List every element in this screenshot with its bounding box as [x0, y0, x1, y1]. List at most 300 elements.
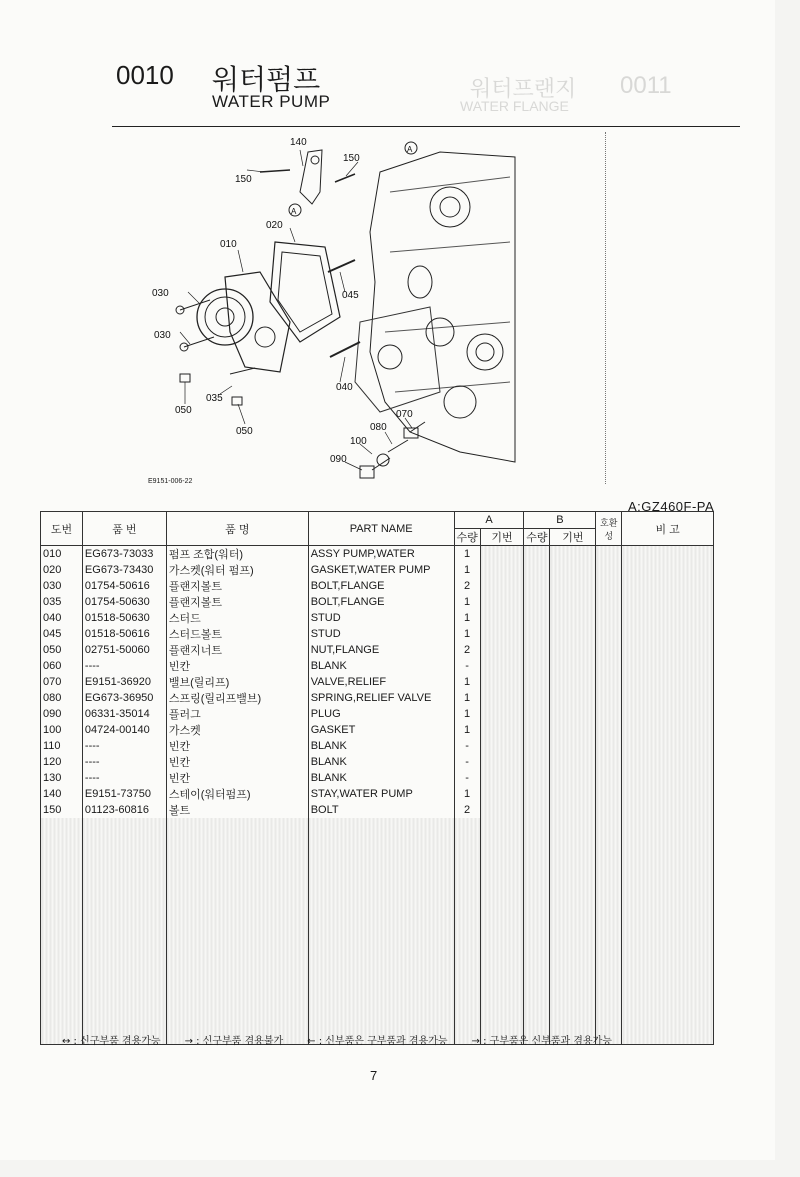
cell-name: STAY,WATER PUMP — [308, 786, 454, 802]
cell-remarks — [622, 770, 714, 786]
callout-020: 020 — [266, 220, 283, 231]
cell-ref — [41, 999, 83, 1014]
cell-remarks — [622, 594, 714, 610]
table-row — [41, 546, 714, 563]
header-compat: 호환성 — [596, 512, 622, 546]
cell-qty: 1 — [454, 546, 480, 563]
cell-remarks — [622, 626, 714, 642]
cell-ref — [41, 818, 83, 833]
table-row — [41, 954, 714, 969]
parts-table — [40, 511, 714, 1045]
cell-ref: 070 — [41, 674, 83, 690]
cell-name: VALVE,RELIEF — [308, 674, 454, 690]
cell-qtyB — [524, 878, 550, 893]
cell-baseA — [480, 924, 524, 939]
cell-kr: 플랜지볼트 — [166, 594, 308, 610]
cell-part: 02751-50060 — [82, 642, 166, 658]
cell-remarks — [622, 848, 714, 863]
cell-compat — [596, 1014, 622, 1029]
parts-table-body — [41, 546, 714, 1045]
cell-part: E9151-73750 — [82, 786, 166, 802]
cell-qty — [454, 969, 480, 984]
cell-remarks — [622, 738, 714, 754]
cell-name: BLANK — [308, 754, 454, 770]
cell-kr — [166, 969, 308, 984]
callout-010: 010 — [220, 239, 237, 250]
cell-ref: 110 — [41, 738, 83, 754]
cell-remarks — [622, 642, 714, 658]
table-row — [41, 674, 714, 690]
cell-part — [82, 909, 166, 924]
cell-name — [308, 833, 454, 848]
cell-ref — [41, 924, 83, 939]
cell-baseA — [480, 893, 524, 908]
cell-remarks — [622, 578, 714, 594]
cell-compat — [596, 754, 622, 770]
header-qty-b: 수량 — [524, 529, 550, 546]
cell-baseB — [550, 954, 596, 969]
cell-name — [308, 924, 454, 939]
table-row — [41, 863, 714, 878]
cell-baseB — [550, 802, 596, 818]
cell-baseB — [550, 924, 596, 939]
figure-id: E9151-006-22 — [148, 478, 193, 485]
reference-mark-a-left: A — [291, 207, 297, 216]
cell-part: E9151-36920 — [82, 674, 166, 690]
cell-compat — [596, 878, 622, 893]
cell-name — [308, 1014, 454, 1029]
cell-baseB — [550, 754, 596, 770]
cell-kr — [166, 893, 308, 908]
cell-remarks — [622, 706, 714, 722]
cell-kr: 밸브(릴리프) — [166, 674, 308, 690]
cell-qty: 1 — [454, 786, 480, 802]
cell-qtyB — [524, 770, 550, 786]
bleed-through-title: 워터프랜지 — [470, 76, 577, 101]
cell-ref: 050 — [41, 642, 83, 658]
cell-name: SPRING,RELIEF VALVE — [308, 690, 454, 706]
cell-kr: 스터드 — [166, 610, 308, 626]
cell-part: 01123-60816 — [82, 802, 166, 818]
page-number: 7 — [370, 1068, 378, 1083]
table-row — [41, 909, 714, 924]
header-part-no: 품 번 — [82, 512, 166, 546]
cell-name — [308, 969, 454, 984]
cell-remarks — [622, 818, 714, 833]
cell-baseA — [480, 939, 524, 954]
header-group-a: A — [454, 512, 524, 529]
cell-compat — [596, 999, 622, 1014]
cell-compat — [596, 562, 622, 578]
table-row — [41, 610, 714, 626]
cell-remarks — [622, 954, 714, 969]
cell-part: ---- — [82, 754, 166, 770]
cell-kr — [166, 984, 308, 999]
cell-kr: 플랜지너트 — [166, 642, 308, 658]
cell-qtyB — [524, 610, 550, 626]
cell-kr: 스테이(워터펌프) — [166, 786, 308, 802]
cell-baseA — [480, 848, 524, 863]
table-row — [41, 658, 714, 674]
cell-kr: 스프링(릴리프밸브) — [166, 690, 308, 706]
header-remarks: 비 고 — [622, 512, 714, 546]
cell-part — [82, 893, 166, 908]
cell-ref: 100 — [41, 722, 83, 738]
cell-compat — [596, 610, 622, 626]
cell-compat — [596, 909, 622, 924]
cell-part: 04724-00140 — [82, 722, 166, 738]
bleed-through-subtitle: WATER FLANGE — [460, 98, 569, 114]
cell-baseB — [550, 626, 596, 642]
cell-qtyB — [524, 969, 550, 984]
cell-baseB — [550, 738, 596, 754]
table-row — [41, 738, 714, 754]
cell-qty — [454, 909, 480, 924]
section-title-korean: 워터펌프 — [212, 63, 321, 96]
cell-baseA — [480, 786, 524, 802]
cell-compat — [596, 706, 622, 722]
cell-name — [308, 999, 454, 1014]
cell-baseA — [480, 610, 524, 626]
cell-qty — [454, 924, 480, 939]
legend-item: ↔ : 신구부품 겸용가능 — [62, 1036, 161, 1047]
cell-compat — [596, 969, 622, 984]
callout-050-right: 050 — [236, 426, 253, 437]
cell-qtyB — [524, 893, 550, 908]
cell-kr — [166, 818, 308, 833]
header-rule — [112, 126, 740, 127]
cell-part — [82, 969, 166, 984]
cell-baseA — [480, 594, 524, 610]
cell-qtyB — [524, 909, 550, 924]
cell-baseA — [480, 546, 524, 563]
callout-030-lower: 030 — [154, 330, 171, 341]
cell-qty — [454, 984, 480, 999]
reference-mark-a-top: A — [407, 145, 413, 154]
cell-qty: 1 — [454, 594, 480, 610]
cell-baseA — [480, 969, 524, 984]
cell-name: ASSY PUMP,WATER — [308, 546, 454, 563]
cell-baseB — [550, 594, 596, 610]
cell-qty: 1 — [454, 610, 480, 626]
cell-compat — [596, 786, 622, 802]
cell-qty: - — [454, 754, 480, 770]
cell-kr — [166, 954, 308, 969]
cell-remarks — [622, 863, 714, 878]
cell-baseB — [550, 863, 596, 878]
cell-baseB — [550, 818, 596, 833]
cell-baseB — [550, 674, 596, 690]
cell-baseB — [550, 984, 596, 999]
header-part-name-kr: 품 명 — [166, 512, 308, 546]
cell-compat — [596, 818, 622, 833]
cell-baseB — [550, 969, 596, 984]
cell-qty — [454, 833, 480, 848]
cell-remarks — [622, 969, 714, 984]
cell-baseB — [550, 562, 596, 578]
cell-remarks — [622, 658, 714, 674]
cell-kr — [166, 924, 308, 939]
cell-part — [82, 999, 166, 1014]
header-qty-a: 수량 — [454, 529, 480, 546]
cell-name: BLANK — [308, 658, 454, 674]
cell-name — [308, 984, 454, 999]
header-base-a: 기번 — [480, 529, 524, 546]
callout-035: 035 — [206, 393, 223, 404]
cell-ref — [41, 1014, 83, 1029]
cell-name — [308, 954, 454, 969]
cell-remarks — [622, 754, 714, 770]
cell-baseA — [480, 833, 524, 848]
cell-name: STUD — [308, 610, 454, 626]
table-row — [41, 818, 714, 833]
cell-baseA — [480, 984, 524, 999]
cell-qty: 1 — [454, 674, 480, 690]
table-row — [41, 642, 714, 658]
cell-name: STUD — [308, 626, 454, 642]
cell-ref: 010 — [41, 546, 83, 563]
cell-compat — [596, 690, 622, 706]
cell-ref: 020 — [41, 562, 83, 578]
callout-050-left: 050 — [175, 405, 192, 416]
table-row — [41, 848, 714, 863]
cell-baseA — [480, 909, 524, 924]
cell-kr — [166, 909, 308, 924]
cell-ref: 120 — [41, 754, 83, 770]
table-row — [41, 969, 714, 984]
header-ref-no: 도번 — [41, 512, 83, 546]
cell-ref: 130 — [41, 770, 83, 786]
section-title-english: WATER PUMP — [212, 92, 331, 111]
cell-qty — [454, 954, 480, 969]
cell-name: BOLT,FLANGE — [308, 578, 454, 594]
cell-baseB — [550, 722, 596, 738]
cell-remarks — [622, 893, 714, 908]
cell-part: EG673-73033 — [82, 546, 166, 563]
legend-item: → : 신구부품 겸용불가 — [184, 1036, 284, 1047]
cell-qty: - — [454, 770, 480, 786]
cell-baseB — [550, 893, 596, 908]
cell-kr — [166, 848, 308, 863]
cell-ref: 140 — [41, 786, 83, 802]
cell-compat — [596, 939, 622, 954]
cell-baseB — [550, 878, 596, 893]
cell-part — [82, 939, 166, 954]
cell-ref: 060 — [41, 658, 83, 674]
cell-remarks — [622, 909, 714, 924]
cell-ref — [41, 833, 83, 848]
cell-name — [308, 939, 454, 954]
table-row — [41, 786, 714, 802]
cell-ref: 090 — [41, 706, 83, 722]
cell-qty — [454, 863, 480, 878]
cell-remarks — [622, 878, 714, 893]
engine-block-outline — [370, 152, 515, 462]
cell-compat — [596, 893, 622, 908]
cell-baseB — [550, 833, 596, 848]
cell-part — [82, 848, 166, 863]
cell-qtyB — [524, 626, 550, 642]
cell-baseB — [550, 770, 596, 786]
cell-remarks — [622, 674, 714, 690]
cell-qtyB — [524, 674, 550, 690]
cell-part — [82, 924, 166, 939]
cell-remarks — [622, 924, 714, 939]
cell-kr: 빈칸 — [166, 754, 308, 770]
cell-baseA — [480, 674, 524, 690]
cell-kr: 빈칸 — [166, 658, 308, 674]
cell-baseA — [480, 626, 524, 642]
cell-baseB — [550, 909, 596, 924]
legend — [62, 1032, 722, 1047]
cell-part: 06331-35014 — [82, 706, 166, 722]
callout-070: 070 — [396, 409, 413, 420]
cell-part — [82, 863, 166, 878]
cell-baseA — [480, 802, 524, 818]
cell-kr: 플랜지볼트 — [166, 578, 308, 594]
cell-qty — [454, 1014, 480, 1029]
cell-part: 01518-50616 — [82, 626, 166, 642]
cell-compat — [596, 658, 622, 674]
cell-qtyB — [524, 999, 550, 1014]
cell-compat — [596, 802, 622, 818]
table-row — [41, 984, 714, 999]
cell-kr: 펌프 조합(워터) — [166, 546, 308, 563]
cell-kr: 가스켓 — [166, 722, 308, 738]
cell-name: BLANK — [308, 738, 454, 754]
cell-qty: 1 — [454, 690, 480, 706]
cell-baseA — [480, 754, 524, 770]
cell-qtyB — [524, 863, 550, 878]
table-row — [41, 893, 714, 908]
cell-baseB — [550, 546, 596, 563]
cell-remarks — [622, 984, 714, 999]
cell-qty — [454, 999, 480, 1014]
cell-baseB — [550, 939, 596, 954]
cell-baseA — [480, 690, 524, 706]
cell-qtyB — [524, 984, 550, 999]
cell-name — [308, 818, 454, 833]
table-row — [41, 1014, 714, 1029]
cell-name: BOLT — [308, 802, 454, 818]
cell-baseA — [480, 954, 524, 969]
table-row — [41, 578, 714, 594]
table-row — [41, 690, 714, 706]
callout-150-right: 150 — [343, 153, 360, 164]
legend-item: → : 구부품은 신부품과 겸용가능 — [471, 1036, 612, 1047]
cell-part — [82, 1014, 166, 1029]
cell-name: BOLT,FLANGE — [308, 594, 454, 610]
cell-kr — [166, 939, 308, 954]
cell-baseB — [550, 658, 596, 674]
cell-baseB — [550, 610, 596, 626]
cell-baseB — [550, 690, 596, 706]
cell-ref — [41, 984, 83, 999]
cell-qtyB — [524, 802, 550, 818]
cell-part — [82, 833, 166, 848]
table-row — [41, 562, 714, 578]
callout-080: 080 — [370, 422, 387, 433]
cell-part: 01754-50616 — [82, 578, 166, 594]
cell-qtyB — [524, 642, 550, 658]
cell-qtyB — [524, 562, 550, 578]
cell-qty: - — [454, 658, 480, 674]
cell-baseB — [550, 578, 596, 594]
cell-name — [308, 863, 454, 878]
cell-remarks — [622, 562, 714, 578]
cell-name — [308, 848, 454, 863]
table-row — [41, 706, 714, 722]
cell-ref: 030 — [41, 578, 83, 594]
cell-qty — [454, 818, 480, 833]
cell-qtyB — [524, 848, 550, 863]
cell-kr: 가스켓(워터 펌프) — [166, 562, 308, 578]
cell-qty — [454, 848, 480, 863]
cell-part — [82, 818, 166, 833]
cell-ref — [41, 939, 83, 954]
model-code: A:GZ460F-PA — [628, 499, 715, 514]
cell-kr: 플러그 — [166, 706, 308, 722]
cell-ref — [41, 848, 83, 863]
cell-baseA — [480, 722, 524, 738]
cell-qty: 1 — [454, 706, 480, 722]
cell-kr: 볼트 — [166, 802, 308, 818]
cell-qtyB — [524, 954, 550, 969]
cell-part: 01518-50630 — [82, 610, 166, 626]
cell-qty — [454, 893, 480, 908]
cell-qty — [454, 939, 480, 954]
cell-baseA — [480, 658, 524, 674]
cell-baseA — [480, 878, 524, 893]
cell-baseB — [550, 848, 596, 863]
cell-ref — [41, 954, 83, 969]
cell-ref: 150 — [41, 802, 83, 818]
cell-compat — [596, 578, 622, 594]
cell-part: ---- — [82, 770, 166, 786]
cell-remarks — [622, 610, 714, 626]
column-divider — [605, 132, 606, 484]
cell-compat — [596, 594, 622, 610]
cell-baseA — [480, 999, 524, 1014]
cell-remarks — [622, 1014, 714, 1029]
table-row — [41, 802, 714, 818]
cell-qtyB — [524, 722, 550, 738]
callout-045: 045 — [342, 290, 359, 301]
cell-baseA — [480, 863, 524, 878]
table-row — [41, 878, 714, 893]
cell-name: PLUG — [308, 706, 454, 722]
cell-baseA — [480, 706, 524, 722]
callout-030-upper: 030 — [152, 288, 169, 299]
cell-qty: 1 — [454, 626, 480, 642]
cell-compat — [596, 546, 622, 563]
cell-name: GASKET — [308, 722, 454, 738]
cell-remarks — [622, 999, 714, 1014]
cell-part: 01754-50630 — [82, 594, 166, 610]
cell-qty: 2 — [454, 802, 480, 818]
cell-qtyB — [524, 738, 550, 754]
cell-remarks — [622, 546, 714, 563]
table-row — [41, 594, 714, 610]
table-row — [41, 770, 714, 786]
cell-baseA — [480, 578, 524, 594]
cell-compat — [596, 848, 622, 863]
cell-qty: 1 — [454, 722, 480, 738]
header-part-name: PART NAME — [308, 512, 454, 546]
callout-100: 100 — [350, 436, 367, 447]
cell-qty: 2 — [454, 642, 480, 658]
cell-remarks — [622, 786, 714, 802]
